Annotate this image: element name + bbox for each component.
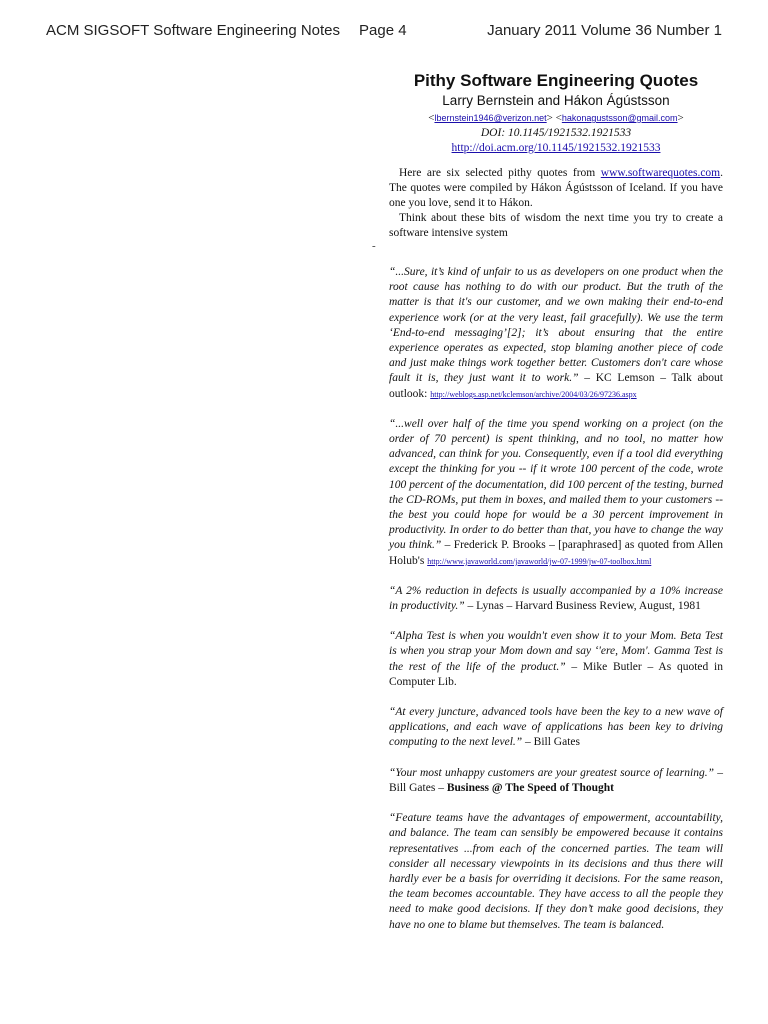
- quote-attribution: – Bill Gates –: [389, 766, 724, 794]
- quote-text: “Alpha Test is when you wouldn't even show it to your Mom. Beta Test is when you strap your Mom down and say ‘'ere, Mom'. Gamma Test is the rest of the life of the product.”: [389, 630, 723, 673]
- quote-item: [389, 584, 723, 614]
- quote-text: “A 2% reduction in defects is usually accompanied by a 10% increase in productivity.”: [389, 584, 723, 613]
- margin-mark: -: [372, 240, 376, 252]
- article-authors: Larry Bernstein and Hákon Ágústsson: [442, 93, 670, 108]
- quote-item: [389, 811, 723, 933]
- quote-attribution: – Frederick P. Brooks – [paraphrased] as quoted from Allen Holub's: [389, 539, 723, 567]
- quote-source-link[interactable]: http://www.javaworld.com/javaworld/jw-07-1999/jw-07-toolbox.html: [427, 556, 652, 566]
- email-link-bernstein[interactable]: lbernstein1946@verizon.net: [434, 113, 547, 123]
- quote-source-link[interactable]: http://weblogs.asp.net/kclemson/archive/2004/03/26/97236.aspx: [430, 389, 637, 399]
- doi-link[interactable]: http://doi.acm.org/10.1145/1921532.1921533: [451, 142, 661, 154]
- author-emails: <lbernstein1946@verizon.net> <hakonagustsson@gmail.com>: [428, 112, 684, 124]
- quote-text: “Your most unhappy customers are your greatest source of learning.”: [389, 766, 714, 779]
- issue-info: January 2011 Volume 36 Number 1: [487, 22, 722, 39]
- intro: [389, 166, 723, 241]
- quote-item: [389, 705, 723, 751]
- quote-item: [389, 766, 723, 796]
- quote-item: [389, 417, 723, 569]
- quote-text: “Feature teams have the advantages of empowerment, accountability, and balance. The team can sensibly be empowered because it contains representatives ...from each of the concerned parties. The team will consider all necessary viewpoints in its decisions and thus there will hardly ever be a basis for overriding it decisions. For the same reason, the team becomes accountable. They have access to all the people they need to make good decisions. If they don’t make good decisions, they have no one to blame but themselves. The team is balanced.: [389, 812, 723, 931]
- quote-attribution: – Lynas – Harvard Business Review, August, 1981: [464, 600, 701, 613]
- doi: DOI: 10.1145/1921532.1921533: [480, 127, 632, 139]
- intro-paragraph-2: Think about these bits of wisdom the next time you try to create a software intensive system: [389, 212, 723, 239]
- email-link-agustsson[interactable]: hakonagustsson@gmail.com: [561, 113, 678, 123]
- softwarequotes-link[interactable]: www.softwarequotes.com: [600, 167, 721, 179]
- intro-paragraph-1: Here are six selected pithy quotes from www.softwarequotes.com. The quotes were compiled by Hákon Ágústsson of Iceland. If you have one you love, send it to Hákon.: [389, 167, 723, 209]
- quote-attribution: – Mike Butler – As quoted in Computer Lib.: [389, 660, 723, 688]
- journal-name: ACM SIGSOFT Software Engineering Notes: [46, 22, 341, 39]
- quote-text: “...well over half of the time you spend working on a project (on the order of 70 percent) is spent thinking, and no tool, no matter how advanced, can think for you. Consequently, even if a tool did everything except the thinking for you -- if it wrote 100 percent of the code, wrote 100 percent of the documentation, did 100 percent of the testing, burned the CD-ROMs, put them in boxes, and mailed them to your customers -- the best you could hope for would be a 30 percent improvement in productivity. In order to do better than that, you have to change the way you think.”: [389, 417, 723, 552]
- quote-item: [389, 629, 723, 690]
- quote-text: “At every juncture, advanced tools have been the key to a new wave of applications, and each wave of applications has been key to driving computing to the next level.”: [389, 706, 723, 749]
- quote-attribution: – Bill Gates: [522, 736, 580, 749]
- quote-item: [389, 265, 723, 402]
- book-title: Business @ The Speed of Thought: [446, 781, 615, 794]
- quote-attribution: – KC Lemson – Talk about outlook:: [389, 372, 723, 400]
- page-number: Page 4: [359, 22, 407, 39]
- article-column: [389, 70, 723, 948]
- article-title: Pithy Software Engineering Quotes: [413, 71, 699, 90]
- quote-text: “...Sure, it’s kind of unfair to us as developers on one product when the root cause has nothing to do with our product. But the truth of the matter is that it's our customer, and we own making their end-to-end experience work (or at the very least, fail gracefully). We use the term ‘End-to-end messaging’[2]; it’s about ensuring that the entire experience operates as expected, stop blaming another piece of code and just make things work together better. Customers don't care whose fault it is, they just want it to work.”: [389, 266, 723, 385]
